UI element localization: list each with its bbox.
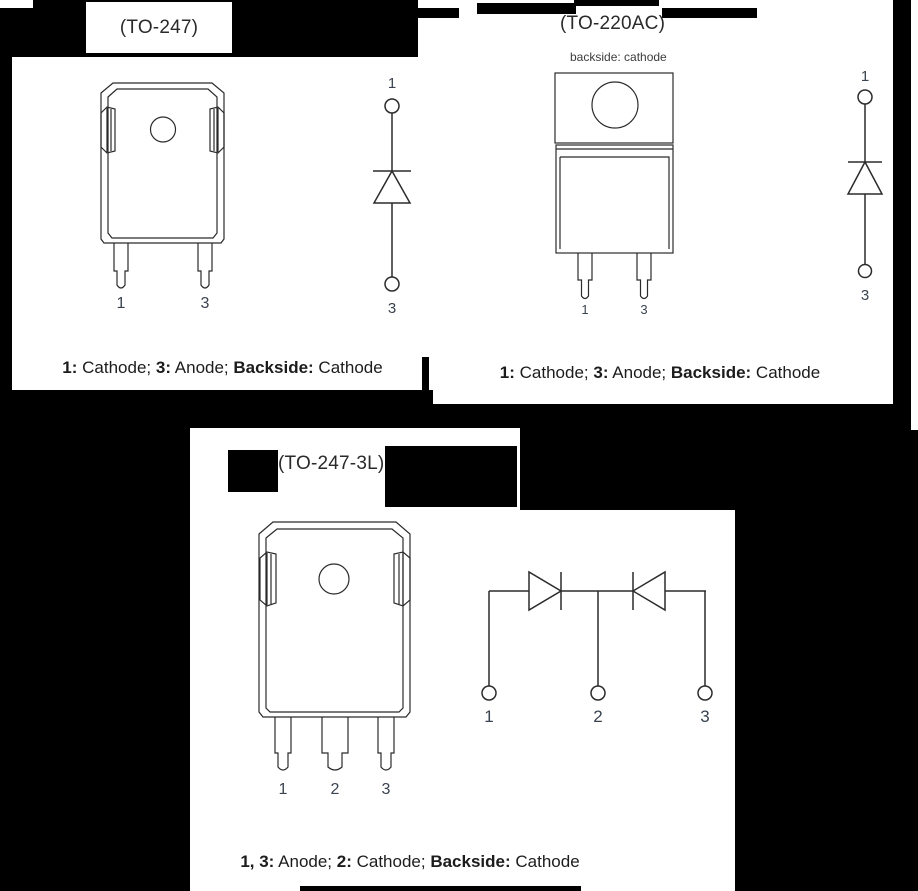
lead-3 — [378, 717, 394, 770]
to247-diode-symbol — [356, 70, 428, 320]
symbol-pin-label-1: 1 — [484, 707, 494, 726]
title-box-to247 — [86, 2, 232, 53]
terminal-2 — [591, 686, 605, 700]
heatsink-tab — [555, 73, 673, 143]
package-title-to247: (TO-247) — [119, 16, 199, 38]
package-title-to220ac: (TO-220AC) — [560, 13, 666, 34]
redaction-block — [353, 8, 459, 18]
symbol-pin-label-3: 3 — [387, 300, 397, 317]
left-tab — [260, 552, 276, 606]
caption-to220ac: 1: Cathode; 3: Anode; Backside: Cathode — [499, 363, 821, 382]
to220ac-diode-symbol — [829, 62, 901, 312]
paper-right-sliver — [911, 0, 918, 430]
lead-3 — [637, 253, 651, 299]
redaction-block — [33, 0, 86, 14]
package-title-to247-3l: (TO-247-3L) — [278, 453, 385, 474]
pin-label-1: 1 — [581, 302, 589, 317]
terminal-1 — [385, 99, 399, 113]
package-body-outline — [556, 145, 673, 253]
terminal-3 — [698, 686, 712, 700]
package-body-outline — [259, 522, 410, 717]
pin-label-3: 3 — [381, 781, 391, 798]
right-diode-triangle — [633, 572, 665, 610]
to247-3l-dual-diode-symbol — [475, 556, 727, 728]
redaction-block — [0, 14, 86, 57]
left-diode-triangle — [529, 572, 561, 610]
package-body-inner-line — [560, 157, 669, 249]
pin-label-1: 1 — [116, 295, 126, 312]
lead-1 — [275, 717, 291, 770]
caption-to247-3l: 1, 3: Anode; 2: Cathode; Backside: Cathode — [240, 852, 580, 871]
backside-note: backside: cathode — [570, 50, 667, 64]
symbol-pin-label-3: 3 — [700, 707, 710, 726]
right-tab — [394, 552, 410, 606]
package-body-outline — [101, 83, 224, 243]
diode-triangle — [374, 171, 410, 203]
terminal-3 — [385, 277, 399, 291]
terminal-1 — [858, 90, 872, 104]
lead-3 — [198, 243, 212, 288]
package-body-inner-line — [108, 89, 217, 238]
pin-label-2: 2 — [330, 781, 340, 798]
to220ac-package-drawing — [550, 68, 685, 318]
to247-3l-package-drawing — [252, 512, 422, 804]
lead-1 — [114, 243, 128, 288]
terminal-1 — [482, 686, 496, 700]
symbol-pin-label-1: 1 — [860, 68, 870, 85]
redaction-block — [520, 420, 735, 510]
lead-1 — [578, 253, 592, 299]
mounting-hole — [319, 564, 349, 594]
diode-triangle — [848, 162, 882, 194]
mounting-hole — [151, 117, 176, 142]
redaction-block — [422, 357, 429, 392]
mounting-hole — [592, 82, 638, 128]
caption-box-to247 — [12, 345, 433, 390]
lead-2 — [322, 717, 348, 770]
symbol-pin-label-1: 1 — [387, 75, 397, 92]
redaction-block — [662, 8, 757, 18]
caption-to247: 1: Cathode; 3: Anode; Backside: Cathode — [62, 357, 383, 377]
redaction-block — [385, 446, 517, 507]
terminal-3 — [859, 265, 872, 278]
package-body-inner-line — [266, 529, 403, 712]
to247-package-drawing — [95, 75, 235, 320]
pin-label-3: 3 — [640, 302, 648, 317]
symbol-pin-label-3: 3 — [860, 287, 870, 304]
redaction-block — [574, 0, 659, 6]
paper-corner-strip — [0, 0, 33, 8]
redaction-block — [228, 450, 278, 492]
pin-label-1: 1 — [278, 781, 288, 798]
symbol-pin-label-2: 2 — [593, 707, 603, 726]
redaction-block — [300, 886, 581, 891]
pin-label-3: 3 — [200, 295, 210, 312]
